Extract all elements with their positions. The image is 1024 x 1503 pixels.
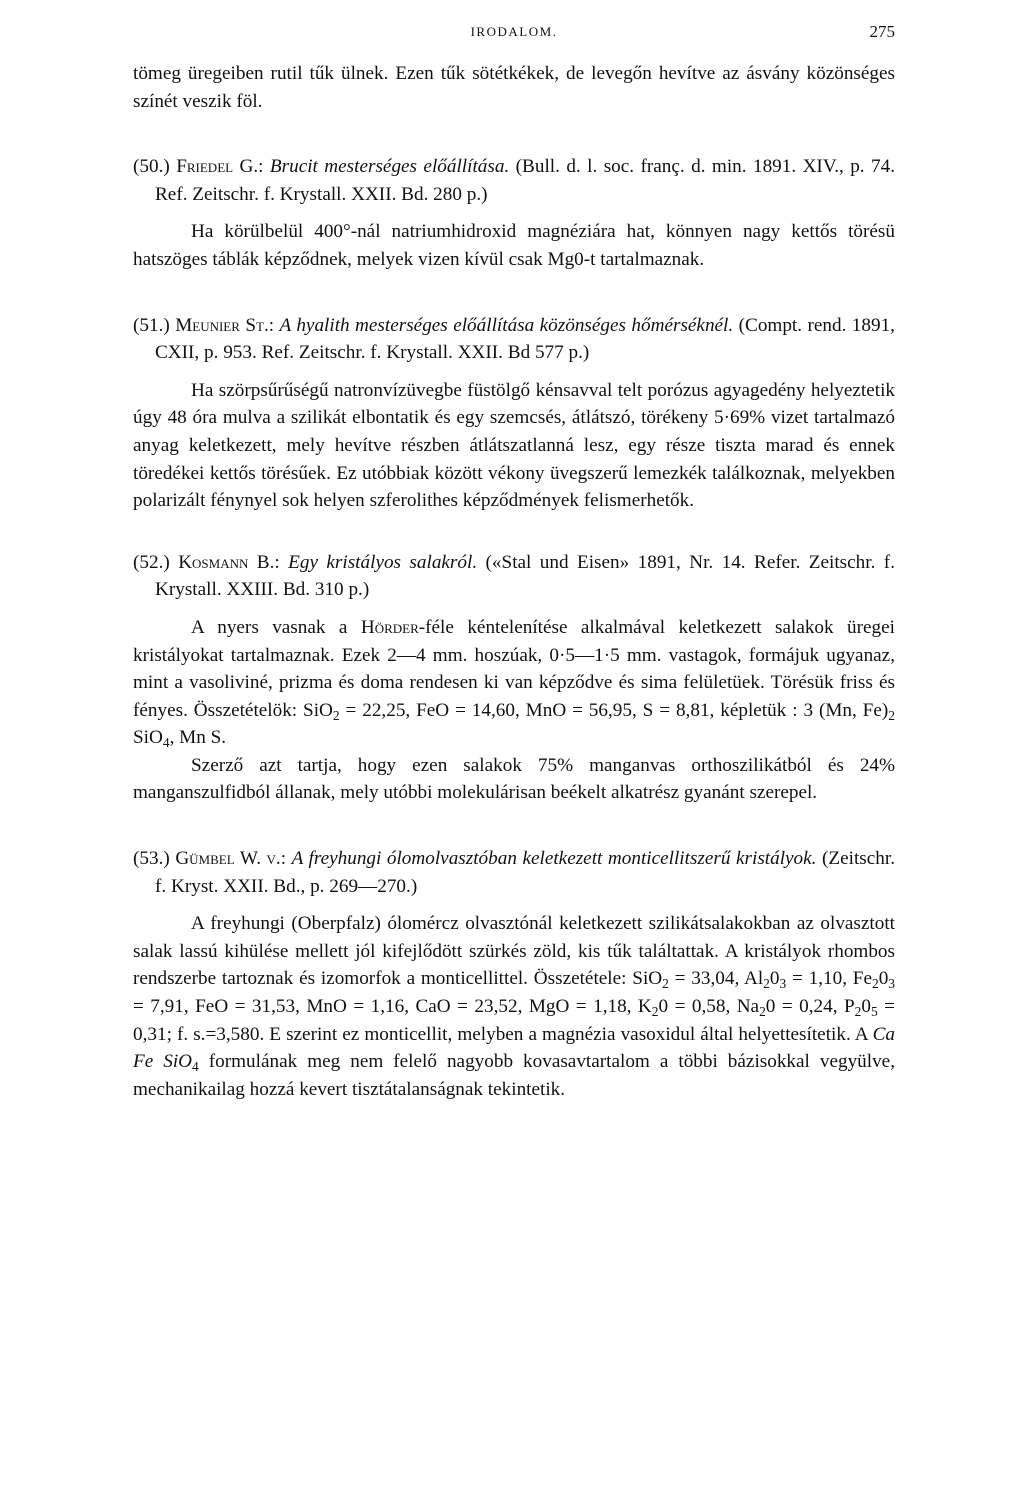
person-name: Hörder bbox=[360, 616, 419, 638]
entry-number: (51.) bbox=[133, 314, 170, 336]
entry-author: Kosmann B. bbox=[178, 551, 275, 573]
entry-author: Meunier St. bbox=[175, 314, 269, 336]
entry-number: (53.) bbox=[133, 848, 170, 870]
page-header bbox=[133, 20, 895, 46]
abstract-paragraph: Ha körülbelül 400°-nál natriumhidroxid magnéziára hat, könnyen nagy kettős törésü hatszöges táblák képződnek, melyek vizen kívül csak Mg0-t tartalmaznak. bbox=[133, 221, 895, 270]
bibliography-entry-50: (50.) Friedel G.: Brucit mesterséges előállítása. (Bull. d. l. soc. franç. d. min. 1891. XIV., p. 74. Ref. Zeitschr. f. Krystall. XXII. Bd. 280 p.) bbox=[133, 156, 896, 205]
entry-reference: (Zeitschr. f. Kryst. XXII. Bd., p. 269—270.) bbox=[155, 848, 896, 897]
page bbox=[133, 20, 895, 1103]
entry-title: Brucit mesterséges előállítása. bbox=[269, 156, 510, 178]
bibliography-entry-53: (53.) Gümbel W. v.: A freyhungi ólomolvasztóban keletkezett monticellitszerű kristályok. (Zeitschr. f. Kryst. XXII. Bd., p. 269—270.) bbox=[133, 848, 896, 897]
entry-author: Gümbel W. v. bbox=[175, 848, 281, 870]
entry-number: (52.) bbox=[133, 551, 170, 573]
entry-title: A hyalith mesterséges előállítása közönséges hőmérséknél. bbox=[279, 314, 734, 336]
entry-author: Friedel G. bbox=[176, 156, 259, 178]
intro-paragraph: tömeg üregeiben rutil tűk ülnek. Ezen tűk sötétkékek, de levegőn hevítve az ásvány közönséges színét veszik föl. bbox=[133, 63, 895, 112]
entry-title: A freyhungi ólomolvasztóban keletkezett monticellitszerű kristályok. bbox=[291, 848, 817, 870]
abstract-paragraph: Szerző azt tartja, hogy ezen salakok 75% manganvas orthoszilikátból és 24% manganszulfidból állanak, mely utóbbi molekulárisan beékelt alkatrész gyanánt szerepel. bbox=[133, 754, 895, 804]
page-number: 275 bbox=[869, 22, 895, 41]
entry-number: (50.) bbox=[133, 156, 170, 178]
bibliography-entry-51: (51.) Meunier St.: A hyalith mesterséges előállítása közönséges hőmérséknél. (Compt. rend. 1891, CXII, p. 953. Ref. Zeitschr. f. Krystall. XXII. Bd 577 p.) bbox=[133, 314, 895, 364]
abstract-paragraph: Ha szörpsűrűségű natronvízüvegbe füstölgő kénsavval telt porózus agyagedény helyeztetik úgy 48 óra mulva a szilikát elbontatik és egy szemcsés, átlátszó, törékeny 5·69% vizet tartalmazó anyag keletkezett, mely hevítve részben átlátszatlanná lesz, egy része tiszta marad és ennek töredékei kettős törésűek. Ez utóbbiak között vékony üvegszerű lemezkék találkoznak, melyekben polarizált fénynyel sok helyen szferolithes képződmények felismerhetők. bbox=[133, 379, 895, 512]
entry-reference: (Compt. rend. 1891, CXII, p. 953. Ref. Zeitschr. f. Krystall. XXII. Bd 577 p.) bbox=[155, 314, 895, 364]
chemical-formula: Ca Fe SiO bbox=[133, 1023, 895, 1073]
abstract-paragraph: A freyhungi (Oberpfalz) ólomércz olvasztónál keletkezett szilikátsalakokban az olvasztott salak lassú kihülése mellett jól kifejlődött szürkés zöld, kis tűk találtattak. A kristályok rhombos rendszerbe tartoznak és izomorfok a monticellittel. Összetétele: SiO$_2$ = 33,04, $Al_20_3 = 1,10$, $Fe_20_3 = 7,91$, FeO = 31,53, MnO = 1,16, CaO = 23,52, MgO = 1,18, $K_20 = 0,58$, $Na_20 = 0,24$, $P_20_5 = 0,31$; f. s.=3,580. E szerint ez monticellit, melyben a magnézia vasoxidul által helyettesítetik. A Ca Fe SiO$_4$ formulának meg nem felelő nagyobb kovasavtartalom a többi bázisokkal vegyülve, mechanikailag hozzá kevert tisztátalanságnak tekintetik. bbox=[133, 913, 896, 1100]
abstract-paragraph: A nyers vasnak a Hörder-féle kéntelenítése alkalmával keletkezett salakok üregei kristályokat tartalmaznak. Ezek 2—4 mm. hoszúak, 0·5—1·5 mm. vastagok, formájuk ugyanaz, mint a vasoliviné, prizma és doma rendesen ki van képződve és sima felületüek. Törésük friss és fényes. Összetételök: SiO$_2$ = 22,25, FeO = 14,60, MnO = 56,95, S = 8,81, képletük : 3 (Mn, $Fe)_2$ SiO$_4$, Mn S. bbox=[133, 616, 895, 751]
running-head: IRODALOM. bbox=[470, 24, 558, 39]
bibliography-entry-52: (52.) Kosmann B.: Egy kristályos salakról. («Stal und Eisen» 1891, Nr. 14. Refer. Zeitschr. f. Krystall. XXIII. Bd. 310 p.) bbox=[133, 551, 895, 601]
entry-reference: (Bull. d. l. soc. franç. d. min. 1891. XIV., p. 74. Ref. Zeitschr. f. Krystall. XXII. Bd. 280 p.) bbox=[155, 156, 896, 205]
entry-title: Egy kristályos salakról. bbox=[288, 551, 478, 573]
entry-reference: («Stal und Eisen» 1891, Nr. 14. Refer. Zeitschr. f. Krystall. XXIII. Bd. 310 p.) bbox=[155, 551, 895, 601]
